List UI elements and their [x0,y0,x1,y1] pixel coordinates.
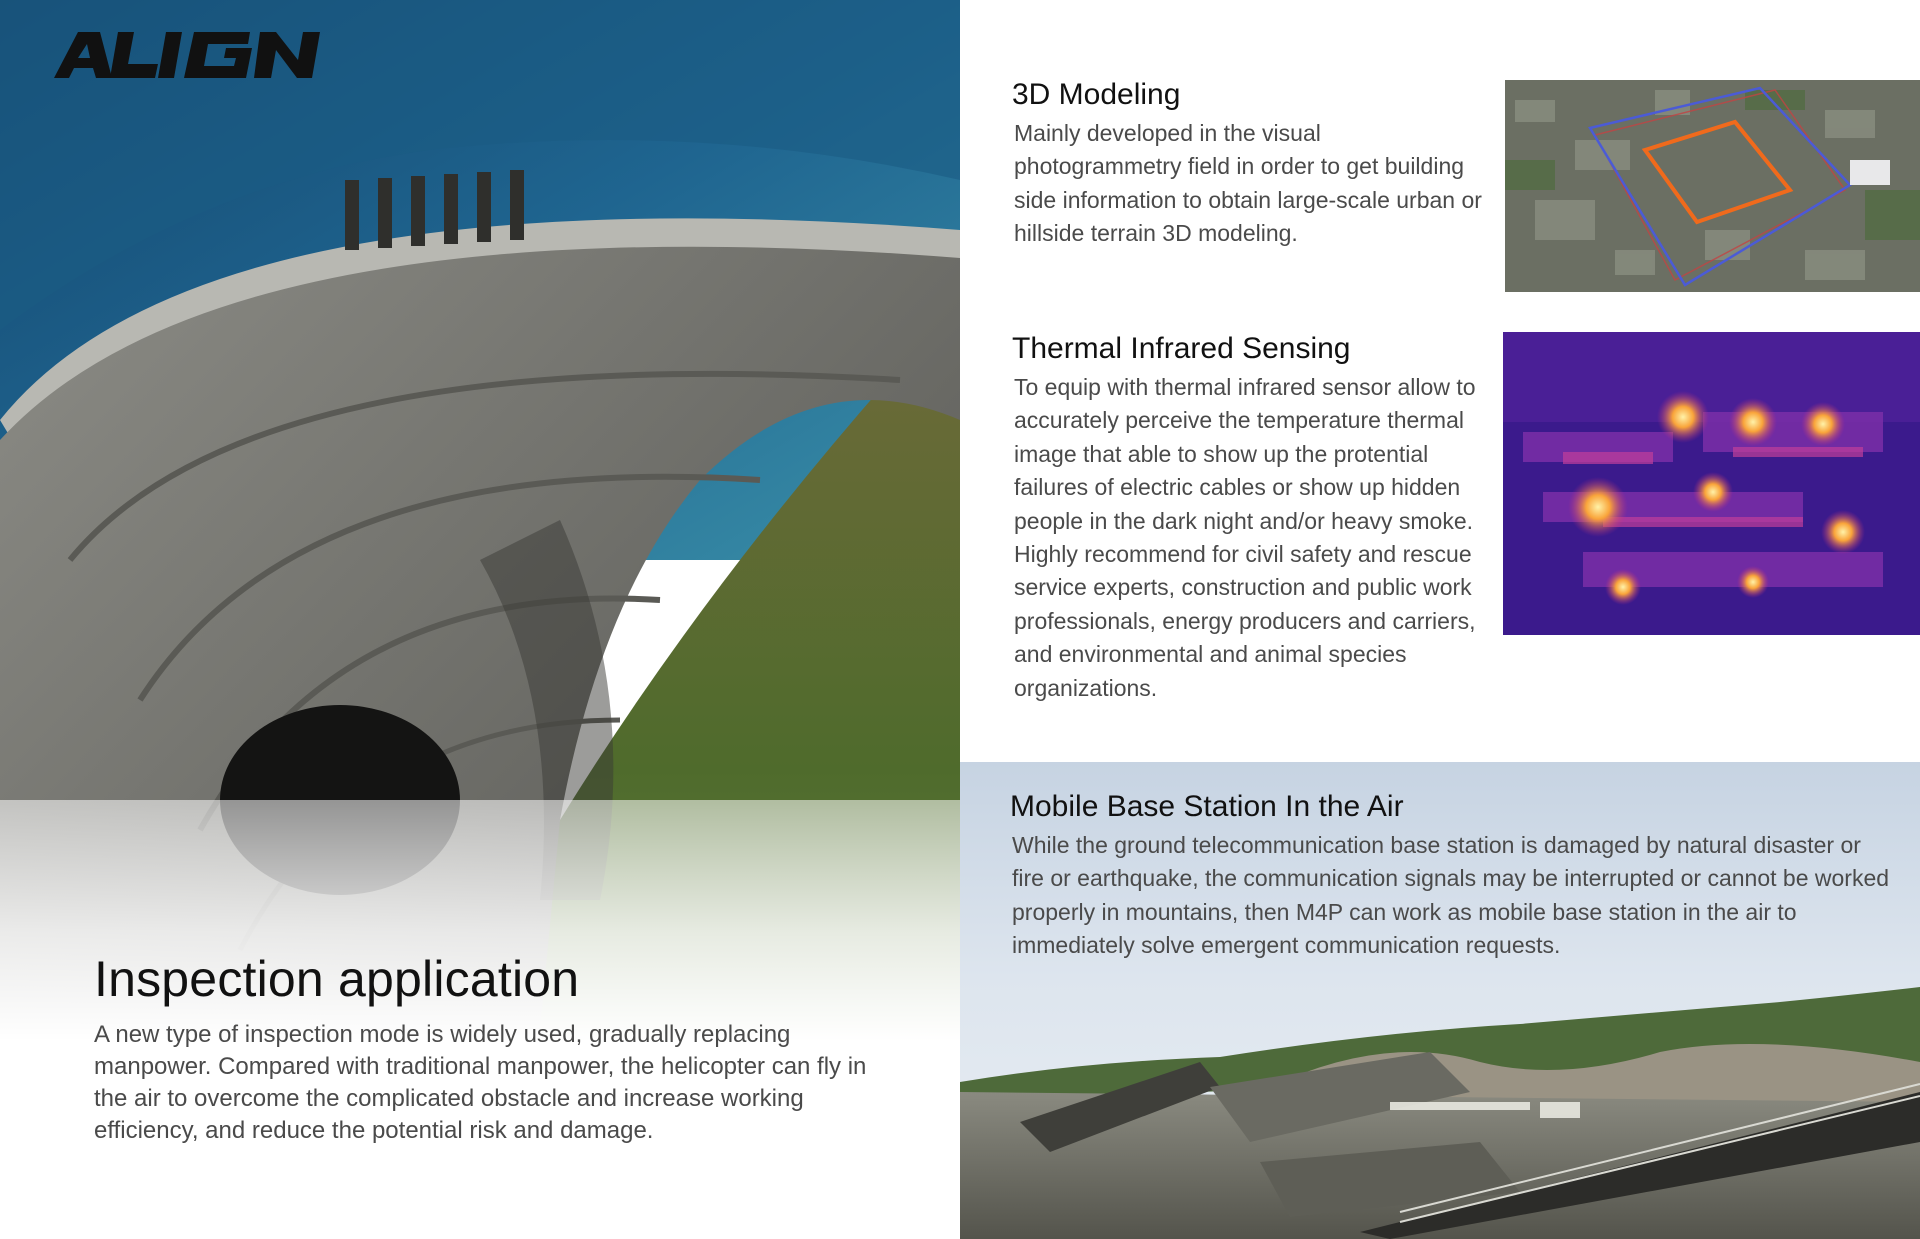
thermal-body: To equip with thermal infrared sensor allow to accurately perceive the temperature thermal image that able to show up the protential failures of electric cables or show up hidden people in the dark night and/or heavy smoke. Highly recommend for civil safety and rescue service experts, construction and public work professionals, energy producers and carriers, and environmental and animal species organizations. [1014,374,1476,701]
mobile-body: While the ground telecommunication base station is damaged by natural disaster or fire or earthquake, the communication signals may be interrupted or cannot be worked properly in mountains, then M4P can work as mobile base station in the air to immediately solve emergent communication requests. [1012,832,1890,959]
hero-title: Inspection application [94,951,580,1007]
align-logo-mark [54,30,320,80]
thermal-title: Thermal Infrared Sensing [1012,332,1351,365]
modeling-title: 3D Modeling [1012,78,1181,111]
thermal-city-photo [1503,332,1920,635]
modeling-map-photo [1505,80,1920,292]
hero-body: A new type of inspection mode is widely used, gradually replacing manpower. Compared with traditional manpower, the helicopter can fly in the air to overcome the complicated obstacle and increase working efficiency, and reduce the potential risk and damage. [94,1021,867,1144]
modeling-image [1505,80,1920,292]
modeling-body: Mainly developed in the visual photogrammetry field in order to get building side information to obtain large-scale urban or hillside terrain 3D modeling. [1014,120,1482,247]
mobile-title: Mobile Base Station In the Air [1010,790,1404,823]
align-logo [54,30,320,80]
thermal-image [1503,332,1920,635]
